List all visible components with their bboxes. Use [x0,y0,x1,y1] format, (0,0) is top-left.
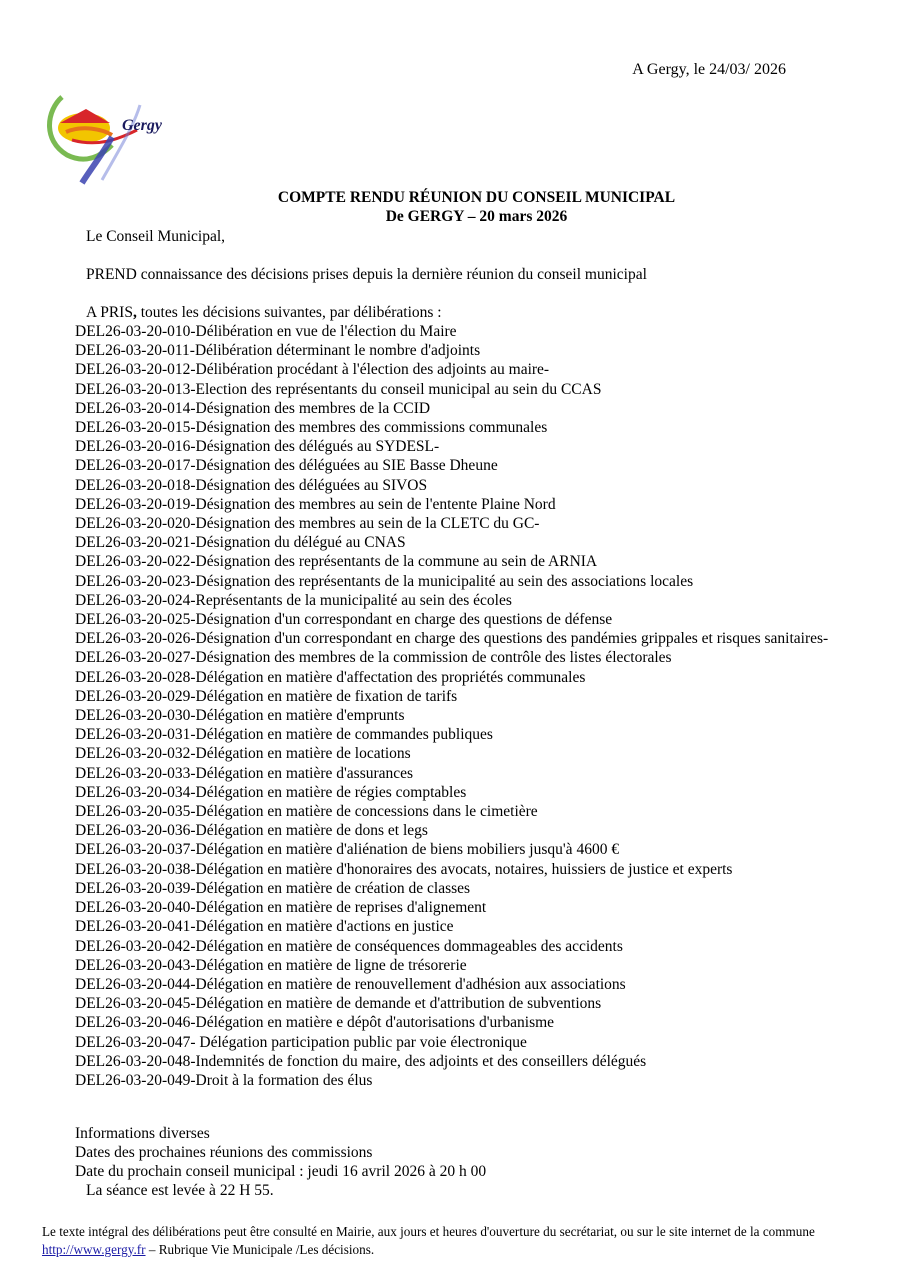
info-section [75,1124,835,1200]
council-heading: Le Conseil Municipal, [86,228,226,245]
pris-comma: , [132,304,137,321]
footer-text-after: – Rubrique Vie Municipale /Les décisions. [145,1241,375,1257]
decision-item: DEL26-03-20-045-Délégation en matière de demande et d'attribution de subventions [75,995,602,1013]
logo-graphic [42,85,172,185]
decision-item: DEL26-03-20-049-Droit à la formation des élus [75,1071,373,1089]
pris-prefix: A PRIS [86,304,133,321]
info-commissions: Dates des prochaines réunions des commissions [75,1144,373,1161]
decision-item: DEL26-03-20-028-Délégation en matière d'affectation des propriétés communales [75,668,586,686]
logo-text: Gergy [122,117,162,134]
decision-item: DEL26-03-20-021-Désignation du délégué au CNAS [75,534,406,552]
decision-item: DEL26-03-20-033-Délégation en matière d'assurances [75,764,414,782]
decision-item: DEL26-03-20-026-Désignation d'un correspondant en charge des questions des pandémies grippales et risques sanitaires- [75,630,829,648]
page-title: COMPTE RENDU RÉUNION DU CONSEIL MUNICIPAL [277,189,676,206]
decision-item: DEL26-03-20-024-Représentants de la municipalité au sein des écoles [75,591,512,609]
decision-item: DEL26-03-20-010-Délibération en vue de l'élection du Maire [75,323,457,340]
decision-item: DEL26-03-20-036-Délégation en matière de dons et legs [75,822,428,840]
decision-item: DEL26-03-20-035-Délégation en matière de concessions dans le cimetière [75,803,538,821]
decision-item: DEL26-03-20-016-Désignation des délégués au SYDESL- [75,438,440,456]
decision-item: DEL26-03-20-037-Délégation en matière d'aliénation de biens mobiliers jusqu'à 4600 € [75,841,620,859]
footer-text: Le texte intégral des délibérations peut être consulté en Mairie, aux jours et heures d'ouverture du secrétariat, ou sur le site internet de la commune [42,1224,815,1239]
decision-item: DEL26-03-20-018-Désignation des déléguées au SIVOS [75,476,428,494]
decision-item: DEL26-03-20-039-Délégation en matière de création de classes [75,879,471,897]
decision-item: DEL26-03-20-019-Désignation des membres au sein de l'entente Plaine Nord [75,495,556,513]
website-link[interactable]: http://www.gergy.fr [42,1241,146,1257]
decision-item: DEL26-03-20-014-Désignation des membres de la CCID [75,399,431,417]
decision-item: DEL26-03-20-046-Délégation en matière e dépôt d'autorisations d'urbanisme [75,1014,555,1032]
decision-item: DEL26-03-20-032-Délégation en matière de locations [75,745,411,763]
decision-item: DEL26-03-20-043-Délégation en matière de ligne de trésorerie [75,956,467,974]
footer-note [42,1223,842,1258]
decision-item: DEL26-03-20-017-Désignation des déléguées au SIE Basse Dheune [75,457,498,475]
decision-item: DEL26-03-20-041-Délégation en matière d'actions en justice [75,918,454,936]
decision-item: DEL26-03-20-012-Délibération procédant à l'élection des adjoints au maire- [75,361,550,379]
gergy-logo [42,85,172,185]
decision-item: DEL26-03-20-048-Indemnités de fonction du maire, des adjoints et des conseillers délégués [75,1052,647,1070]
info-next-council: Date du prochain conseil municipal : jeudi 16 avril 2026 à 20 h 00 [75,1163,487,1180]
decision-item: DEL26-03-20-020-Désignation des membres au sein de la CLETC du GC- [75,515,540,533]
info-closing: La séance est levée à 22 H 55. [86,1182,274,1199]
decision-item: DEL26-03-20-038-Délégation en matière d'honoraires des avocats, notaires, huissiers de justice et experts [75,860,733,878]
decision-item: DEL26-03-20-011-Délibération déterminant le nombre d'adjoints [75,342,481,360]
info-heading: Informations diverses [75,1125,210,1142]
decision-item: DEL26-03-20-031-Délégation en matière de commandes publiques [75,726,493,744]
decision-item: DEL26-03-20-042-Délégation en matière de conséquences dommageables des accidents [75,937,623,955]
decision-item: DEL26-03-20-044-Délégation en matière de renouvellement d'adhésion aux associations [75,975,626,993]
decision-item: DEL26-03-20-023-Désignation des représentants de la municipalité au sein des associations locales [75,572,694,590]
decision-item: DEL26-03-20-047- Délégation participation public par voie électronique [75,1033,527,1051]
decision-item: DEL26-03-20-034-Délégation en matière de régies comptables [75,783,467,801]
decision-item: DEL26-03-20-025-Désignation d'un correspondant en charge des questions de défense [75,611,613,629]
decision-item: DEL26-03-20-027-Désignation des membres de la commission de contrôle des listes électorales [75,649,672,667]
decision-item: DEL26-03-20-013-Election des représentants du conseil municipal au sein du CCAS [75,380,602,398]
prend-statement: PREND connaissance des décisions prises depuis la dernière réunion du conseil municipal [86,266,647,283]
page-subtitle: De GERGY – 20 mars 2026 [385,208,568,225]
decision-item: DEL26-03-20-015-Désignation des membres des commissions communales [75,419,548,437]
pris-suffix: toutes les décisions suivantes, par délibérations : [136,304,442,321]
pris-statement [86,304,442,322]
decision-item: DEL26-03-20-030-Délégation en matière d'emprunts [75,707,405,725]
decision-list [75,322,835,1090]
decision-item: DEL26-03-20-029-Délégation en matière de fixation de tarifs [75,687,458,705]
date-line: A Gergy, le 24/03/ 2026 [632,61,786,78]
decision-item: DEL26-03-20-022-Désignation des représentants de la commune au sein de ARNIA [75,553,598,571]
decision-item: DEL26-03-20-040-Délégation en matière de reprises d'alignement [75,899,487,917]
